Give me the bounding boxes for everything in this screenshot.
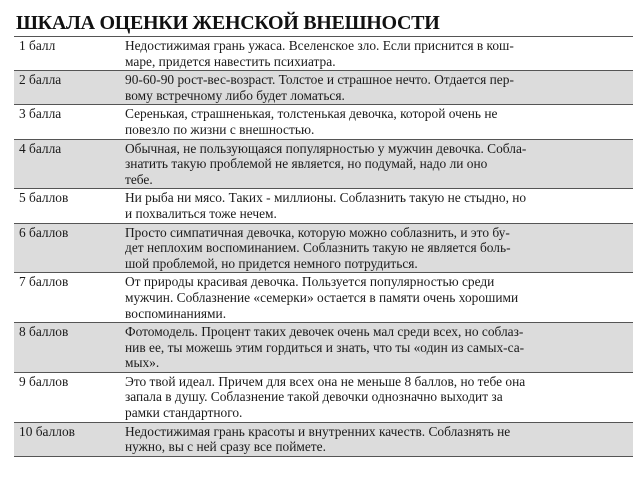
description-line: Серенькая, страшненькая, толстенькая девочка, которой очень не <box>125 106 498 122</box>
page <box>0 13 637 489</box>
description-cell <box>121 372 633 422</box>
table-title: ШКАЛА ОЦЕНКИ ЖЕНСКОЙ ВНЕШНОСТИ <box>16 12 440 34</box>
description-line: мужчин. Соблазнение «семерки» остается в памяти очень хорошими <box>125 289 519 305</box>
table-row <box>14 273 633 323</box>
description-line: тебе. <box>125 171 153 187</box>
table-row <box>14 189 633 223</box>
table-row <box>14 422 633 456</box>
description-line: и похвалиться тоже нечем. <box>125 205 277 221</box>
description-cell <box>121 189 633 223</box>
score-cell: 2 балла <box>14 71 121 105</box>
description-line: Это твой идеал. Причем для всех она не меньше 8 баллов, но тебе она <box>125 373 526 389</box>
description-cell <box>121 223 633 273</box>
description-line: дет неплохим воспоминанием. Соблазнить такую не является боль- <box>125 240 511 256</box>
score-cell: 6 баллов <box>14 223 121 273</box>
description-line: нив ее, ты можешь этим гордиться и знать, что ты «один из самых-са- <box>125 339 525 355</box>
table-row <box>14 372 633 422</box>
description-line: знатить такую проблемой не является, но подумай, надо ли оно <box>125 156 488 172</box>
table-row <box>14 139 633 189</box>
score-cell: 3 балла <box>14 105 121 139</box>
table-row <box>14 323 633 373</box>
score-cell: 5 баллов <box>14 189 121 223</box>
description-line: маре, придется навестить психиатра. <box>125 53 336 69</box>
description-line: Недостижимая грань ужаса. Вселенское зло. Если приснится в кош- <box>125 38 514 53</box>
table-row <box>14 71 633 105</box>
table-row <box>14 223 633 273</box>
description-cell <box>121 323 633 373</box>
description-line: 90-60-90 рост-вес-возраст. Толстое и страшное нечто. Отдается пер- <box>125 72 514 88</box>
description-line: От природы красивая девочка. Пользуется популярностью среди <box>125 274 495 290</box>
description-cell <box>121 71 633 105</box>
score-cell: 8 баллов <box>14 323 121 373</box>
score-cell: 4 балла <box>14 139 121 189</box>
rating-table <box>14 36 633 457</box>
description-line: вому встречному либо будет ломаться. <box>125 87 345 103</box>
description-line: Обычная, не пользующаяся популярностью у мужчин девочка. Собла- <box>125 140 527 156</box>
score-cell: 10 баллов <box>14 422 121 456</box>
description-line: Фотомодель. Процент таких девочек очень мал среди всех, но соблаз- <box>125 324 524 340</box>
table-row <box>14 105 633 139</box>
score-cell: 7 баллов <box>14 273 121 323</box>
score-cell: 1 балл <box>14 37 121 71</box>
description-line: Просто симпатичная девочка, которую можно соблазнить, и это бу- <box>125 224 510 240</box>
description-line: рамки стандартного. <box>125 405 243 421</box>
description-line: воспоминаниями. <box>125 305 227 321</box>
description-cell <box>121 422 633 456</box>
description-line: шой проблемой, но придется немного потрудиться. <box>125 255 418 271</box>
description-cell <box>121 273 633 323</box>
description-cell <box>121 139 633 189</box>
description-line: нужно, вы с ней сразу все поймете. <box>125 439 326 455</box>
description-line: мых». <box>125 355 160 371</box>
description-line: повезло по жизни с внешностью. <box>125 121 315 137</box>
description-line: запала в душу. Соблазнение такой девочки однозначно выходит за <box>125 389 503 405</box>
description-cell <box>121 37 633 71</box>
table-row <box>14 37 633 71</box>
description-cell <box>121 105 633 139</box>
description-line: Ни рыба ни мясо. Таких - миллионы. Соблазнить такую не стыдно, но <box>125 190 527 206</box>
description-line: Недостижимая грань красоты и внутренних качеств. Соблазнять не <box>125 423 511 439</box>
score-cell: 9 баллов <box>14 372 121 422</box>
